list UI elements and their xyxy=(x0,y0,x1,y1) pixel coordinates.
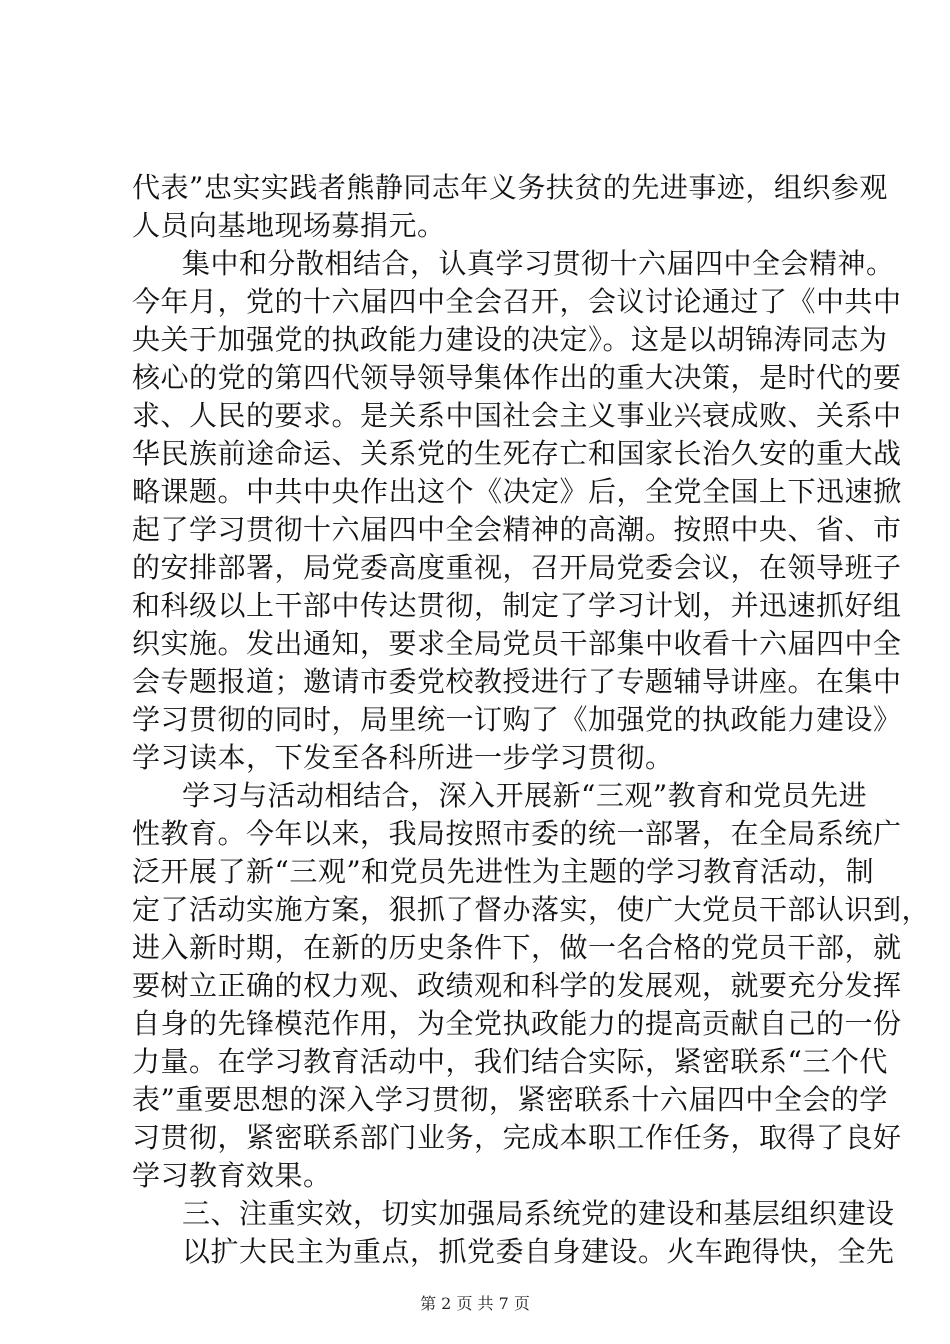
text-line: 自身的先锋模范作用，为全党执政能力的提高贡献自己的一份 xyxy=(132,1007,902,1040)
text-line: 核心的党的第四代领导领导集体作出的重大决策，是时代的要 xyxy=(132,361,902,394)
text-line: 今年月，党的十六届四中全会召开，会议讨论通过了《中共中 xyxy=(132,285,902,318)
text-line: 习贯彻，紧密联系部门业务，完成本职工作任务，取得了良好 xyxy=(132,1121,902,1154)
text-line: 进入新时期，在新的历史条件下，做一名合格的党员干部，就 xyxy=(132,931,902,964)
text-line: 定了活动实施方案，狠抓了督办落实，使广大党员干部认识到， xyxy=(132,893,931,926)
paragraph-first-line: 学习与活动相结合，深入开展新“三观”教育和党员先进 xyxy=(182,779,868,812)
text-line: 起了学习贯彻十六届四中全会精神的高潮。按照中央、省、市 xyxy=(132,513,902,546)
text-line: 和科级以上干部中传达贯彻，制定了学习计划，并迅速抓好组 xyxy=(132,589,902,622)
text-line: 会专题报道；邀请市委党校教授进行了专题辅导讲座。在集中 xyxy=(132,665,902,698)
text-line: 力量。在学习教育活动中，我们结合实际，紧密联系“三个代 xyxy=(132,1045,888,1078)
text-line: 求、人民的要求。是关系中国社会主义事业兴衰成败、关系中 xyxy=(132,399,902,432)
text-line: 略课题。中共中央作出这个《决定》后，全党全国上下迅速掀 xyxy=(132,475,902,508)
text-line: 表”重要思想的深入学习贯彻，紧密联系十六届四中全会的学 xyxy=(132,1083,888,1116)
text-line: 学习教育效果。 xyxy=(132,1159,332,1192)
text-line: 代表”忠实实践者熊静同志年义务扶贫的先进事迹，组织参观 xyxy=(132,171,888,204)
text-line: 人员向基地现场募捐元。 xyxy=(132,209,446,242)
text-line: 学习读本，下发至各科所进一步学习贯彻。 xyxy=(132,741,674,774)
text-line: 央关于加强党的执政能力建设的决定》。这是以胡锦涛同志为 xyxy=(132,323,888,356)
text-line: 华民族前途命运、关系党的生死存亡和国家长治久安的重大战 xyxy=(132,437,902,470)
text-line: 学习贯彻的同时，局里统一订购了《加强党的执政能力建设》 xyxy=(132,703,902,736)
text-line: 性教育。今年以来，我局按照市委的统一部署，在全局系统广 xyxy=(132,817,902,850)
paragraph-first-line: 以扩大民主为重点，抓党委自身建设。火车跑得快，全先 xyxy=(182,1235,895,1268)
text-line: 要树立正确的权力观、政绩观和科学的发展观，就要充分发挥 xyxy=(132,969,902,1002)
text-line: 织实施。发出通知，要求全局党员干部集中收看十六届四中全 xyxy=(132,627,902,660)
paragraph-first-line: 集中和分散相结合，认真学习贯彻十六届四中全会精神。 xyxy=(182,247,895,280)
text-line: 的安排部署，局党委高度重视，召开局党委会议，在领导班子 xyxy=(132,551,902,584)
page-number-footer: 第 2 页 共 7 页 xyxy=(420,1294,530,1313)
text-line: 泛开展了新“三观”和党员先进性为主题的学习教育活动，制 xyxy=(132,855,875,888)
section-heading: 三、注重实效，切实加强局系统党的建设和基层组织建设 xyxy=(182,1197,895,1230)
